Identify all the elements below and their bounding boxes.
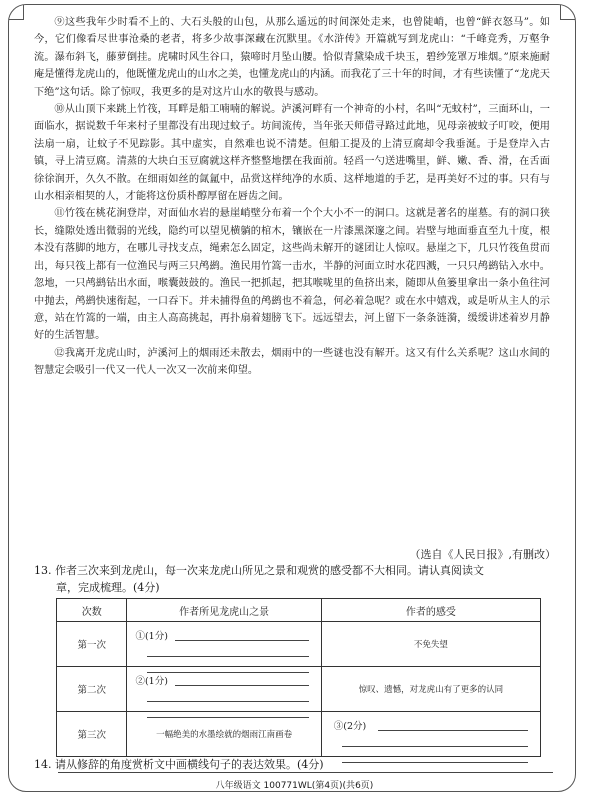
answer-line — [342, 746, 528, 747]
row-1-feeling-text: 不免失望 — [413, 640, 448, 650]
answer-line — [147, 701, 308, 702]
row-2-feeling-text: 惊叹、遗憾，对龙虎山有了更多的认同 — [358, 685, 504, 695]
table-header-row — [57, 599, 541, 622]
header-scene: 作者所见龙虎山之景 — [127, 599, 321, 622]
row-3-feeling-label: ③(2分) — [333, 721, 367, 732]
answer-line — [147, 656, 308, 657]
question-14-answer-line[interactable] — [58, 772, 553, 773]
row-3-feeling-cell[interactable] — [321, 712, 540, 757]
table-row — [57, 667, 541, 712]
row-2-feeling — [321, 667, 540, 712]
row-3-scene — [127, 712, 321, 757]
table-row — [57, 712, 541, 757]
question-14: 14. 请从修辞的角度赏析文中画横线句子的表达效果。(4分) — [34, 758, 324, 771]
answer-table — [56, 598, 541, 757]
row-3-scene-text: 一幅绝美的水墨绘就的烟雨江南画卷 — [156, 730, 293, 740]
reading-passage — [34, 14, 550, 380]
paragraph-10: ⑩从山顶下来跳上竹筏，耳畔是船工喃喃的解说。泸溪河畔有一个神奇的小村，名叫“无蚊村”，三面环山，一面临水，据说数千年来村子里都没有出现过蚊子。坊间流传，当年张天师借寻路过此地，见母亲被蚊子叮咬，便用法扇一扇，让蚊子不见踪影。其中虚实，自然难也说不清楚。但船工提及的上清豆腐却令我垂涎。于是登岸入古镇，寻上清豆腐。清蒸的大块白玉豆腐就这样齐整整地摆在我面前。轻舀一勺送进嘴里，鲜、嫩、香、滑，在舌面徐徐润开，久久不散。在细雨如丝的氤氲中，品赏这样纯净的水质、这样地道的手艺，是再美好不过的事。只有与山水相亲相契的人，才能将这份质朴醇厚留在唇齿之间。 — [34, 104, 550, 203]
page-footer: 八年级语文 100771WL(第4页)(共6页) — [215, 781, 374, 791]
row-3-times: 第三次 — [57, 712, 127, 757]
paragraph-11: ⑪竹筏在桃花涧登岸，对面仙水岩的悬崖峭壁分布着一个个大小不一的洞口。这就是著名的崖墓。有的洞口狭长，缝隙处透出微弱的光线，隐约可以望见横躺的棺木，镶嵌在一片漆黑深邃之间。岩壁与地面垂直至九十度，根本没有落脚的地方，在哪儿寻找支点，绳索怎么固定，这些尚未解开的谜团让人惊叹。悬崖之下，几只竹筏鱼贯而出，每只筏上都有一位渔民与两三只鸬鹚。渔民用竹篙一击水，半静的河面立时水花四溅，一只只鸬鹚钻入水中。忽地，一只鸬鹚钻出水面，喉囊鼓鼓的。渔民一把抓起，把其喉咙里的鱼挤出来，随即从鱼篓里拿出一条小鱼往河中抛去，鸬鹚快速衔起，一口吞下。并未捕得鱼的鸬鹚也不着急，何必着急呢？或在水中嬉戏，或是听从主人的示意，站在竹篙的一端，由主人高高挑起，再扑扇着翅膀飞下。远远望去，河上留下一条条涟漪，缓缓讲述着岁月静好的生活智慧。 — [34, 208, 550, 342]
answer-line — [175, 640, 308, 641]
row-1-scene-cell[interactable] — [127, 622, 321, 667]
passage-source: （选自《人民日报》,有删改） — [409, 548, 556, 561]
row-1-scene-label: ①(1分) — [135, 631, 168, 642]
question-13 — [34, 562, 554, 596]
answer-line — [147, 717, 308, 718]
row-2-scene-label: ②(1分) — [135, 676, 168, 687]
answer-line — [175, 685, 308, 686]
row-2-times: 第二次 — [57, 667, 127, 712]
table-row — [57, 622, 541, 667]
question-13-line-1: 13. 作者三次来到龙虎山，每一次来龙虎山所见之景和观赏的感受都不大相同。请认真阅读文 — [34, 564, 484, 577]
header-feeling: 作者的感受 — [321, 599, 540, 622]
answer-line — [378, 730, 528, 731]
row-1-times: 第一次 — [57, 622, 127, 667]
row-1-feeling — [321, 622, 540, 667]
paragraph-12: ⑫我离开龙虎山时，泸溪河上的烟雨还未散去，烟雨中的一些谜也没有解开。这又有什么关系呢？这山水间的智慧定会吸引一代又一代人一次又一次前来仰望。 — [34, 347, 550, 377]
question-13-line-2: 章，完成梳理。(4分) — [56, 581, 160, 594]
header-times: 次数 — [57, 599, 127, 622]
row-2-scene-cell[interactable] — [127, 667, 321, 712]
paragraph-9: ⑨这些我年少时看不上的、大石头般的山包，从那么遥远的时间深处走来，也曾陡峭，也曾“鲜衣怒马”。如今，它们像看尽世事沧桑的老者，将多少故事深藏在沉默里。《水浒传》开篇就写到龙虎山：“千峰竞秀，万壑争流。瀑布斜飞，藤萝倒挂。虎啸时风生谷口，猿啼时月坠山腰。恰似青黛染成千块玉，碧纱笼罩万堆烟。”原来施耐庵是懂得龙虎山的，他既懂龙虎山的山水之美，也懂龙虎山的内涵。而我花了三十年的时间，才有些读懂了“龙虎天下绝”这句话。除了惊叹，我更多的是对这片山水的敬畏与感动。 — [34, 17, 550, 98]
answer-line — [342, 762, 528, 763]
corner-mark-right — [560, 5, 575, 20]
corner-mark-left — [9, 5, 24, 20]
